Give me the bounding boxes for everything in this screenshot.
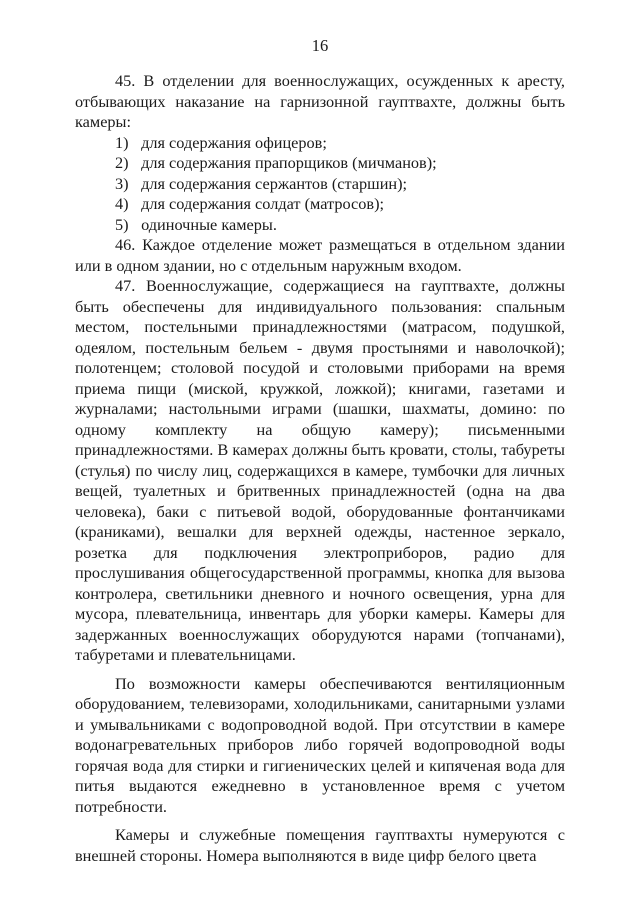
list-item — [75, 174, 565, 195]
list-item-text: одиночные камеры. — [141, 214, 277, 234]
list-item-text: для содержания офицеров; — [141, 132, 327, 152]
list-item-number: 5) — [115, 214, 129, 234]
list-item-text: для содержания прапорщиков (мичманов); — [141, 153, 437, 172]
list-item — [75, 215, 565, 236]
page-number: 16 — [311, 36, 329, 55]
numbering-paragraph: Камеры и служебные помещения гауптвахты нумеруются с внешней стороны. Номера выполняются в виде цифр белого цвета — [75, 825, 565, 865]
list-item-text: для содержания сержантов (старшин); — [141, 173, 408, 193]
list-item-number: 1) — [115, 132, 129, 152]
list-item-number: 4) — [115, 194, 129, 213]
list-item — [75, 153, 565, 174]
list-item — [75, 194, 565, 215]
section-45-intro: 45. В отделении для военнослужащих, осужденных к аресту, отбывающих наказание на гарнизонной гауптвахте, должны быть камеры: — [75, 71, 565, 131]
equipment-paragraph: По возможности камеры обеспечиваются вентиляционным оборудованием, телевизорами, холодильниками, санитарными узлами и умывальниками с водопроводной водой. При отсутствии в камере водонагревательных приборов либо горячей водопроводной воды горячая вода для стирки и гигиенических целей и кипяченая вода для питья выдаются ежедневно в установленное время с учетом потребности. — [75, 673, 565, 816]
document-body — [75, 71, 565, 866]
section-46-paragraph: 46. Каждое отделение может размещаться в отдельном здании или в одном здании, но с отдельным наружным входом. — [75, 235, 565, 275]
list-item-text: для содержания солдат (матросов); — [141, 194, 385, 213]
list-item — [75, 133, 565, 154]
section-47-paragraph: 47. Военнослужащие, содержащиеся на гауптвахте, должны быть обеспечены для индивидуального пользования: спальным местом, постельными принадлежностями (матрасом, подушкой, одеялом, постельным бельем - двумя простынями и наволочкой); полотенцем; столовой посудой и столовыми приборами на время приема пищи (миской, кружкой, ложкой); книгами, газетами и журналами; настольными играми (шашки, шахматы, домино: по одному комплекту на общую камеру); письменными принадлежностями. В камерах должны быть кровати, столы, табуреты (стулья) по числу лиц, содержащихся в камере, тумбочки для личных вещей, туалетных и бритвенных принадлежностей (одна на два человека), баки с питьевой водой, оборудованные фонтанчиками (краниками), вешалки для верхней одежды, настенное зеркало, розетка для подключения электроприборов, радио для прослушивания общегосударственной программы, кнопка для вызова контролера, светильники дневного и ночного освещения, урна для мусора, плевательница, инвентарь для уборки камеры. Камеры для задержанных военнослужащих оборудуются нарами (топчанами), табуретами и плевательницами. — [75, 276, 565, 664]
list-item-number: 3) — [115, 173, 129, 193]
list-item-number: 2) — [115, 153, 129, 172]
